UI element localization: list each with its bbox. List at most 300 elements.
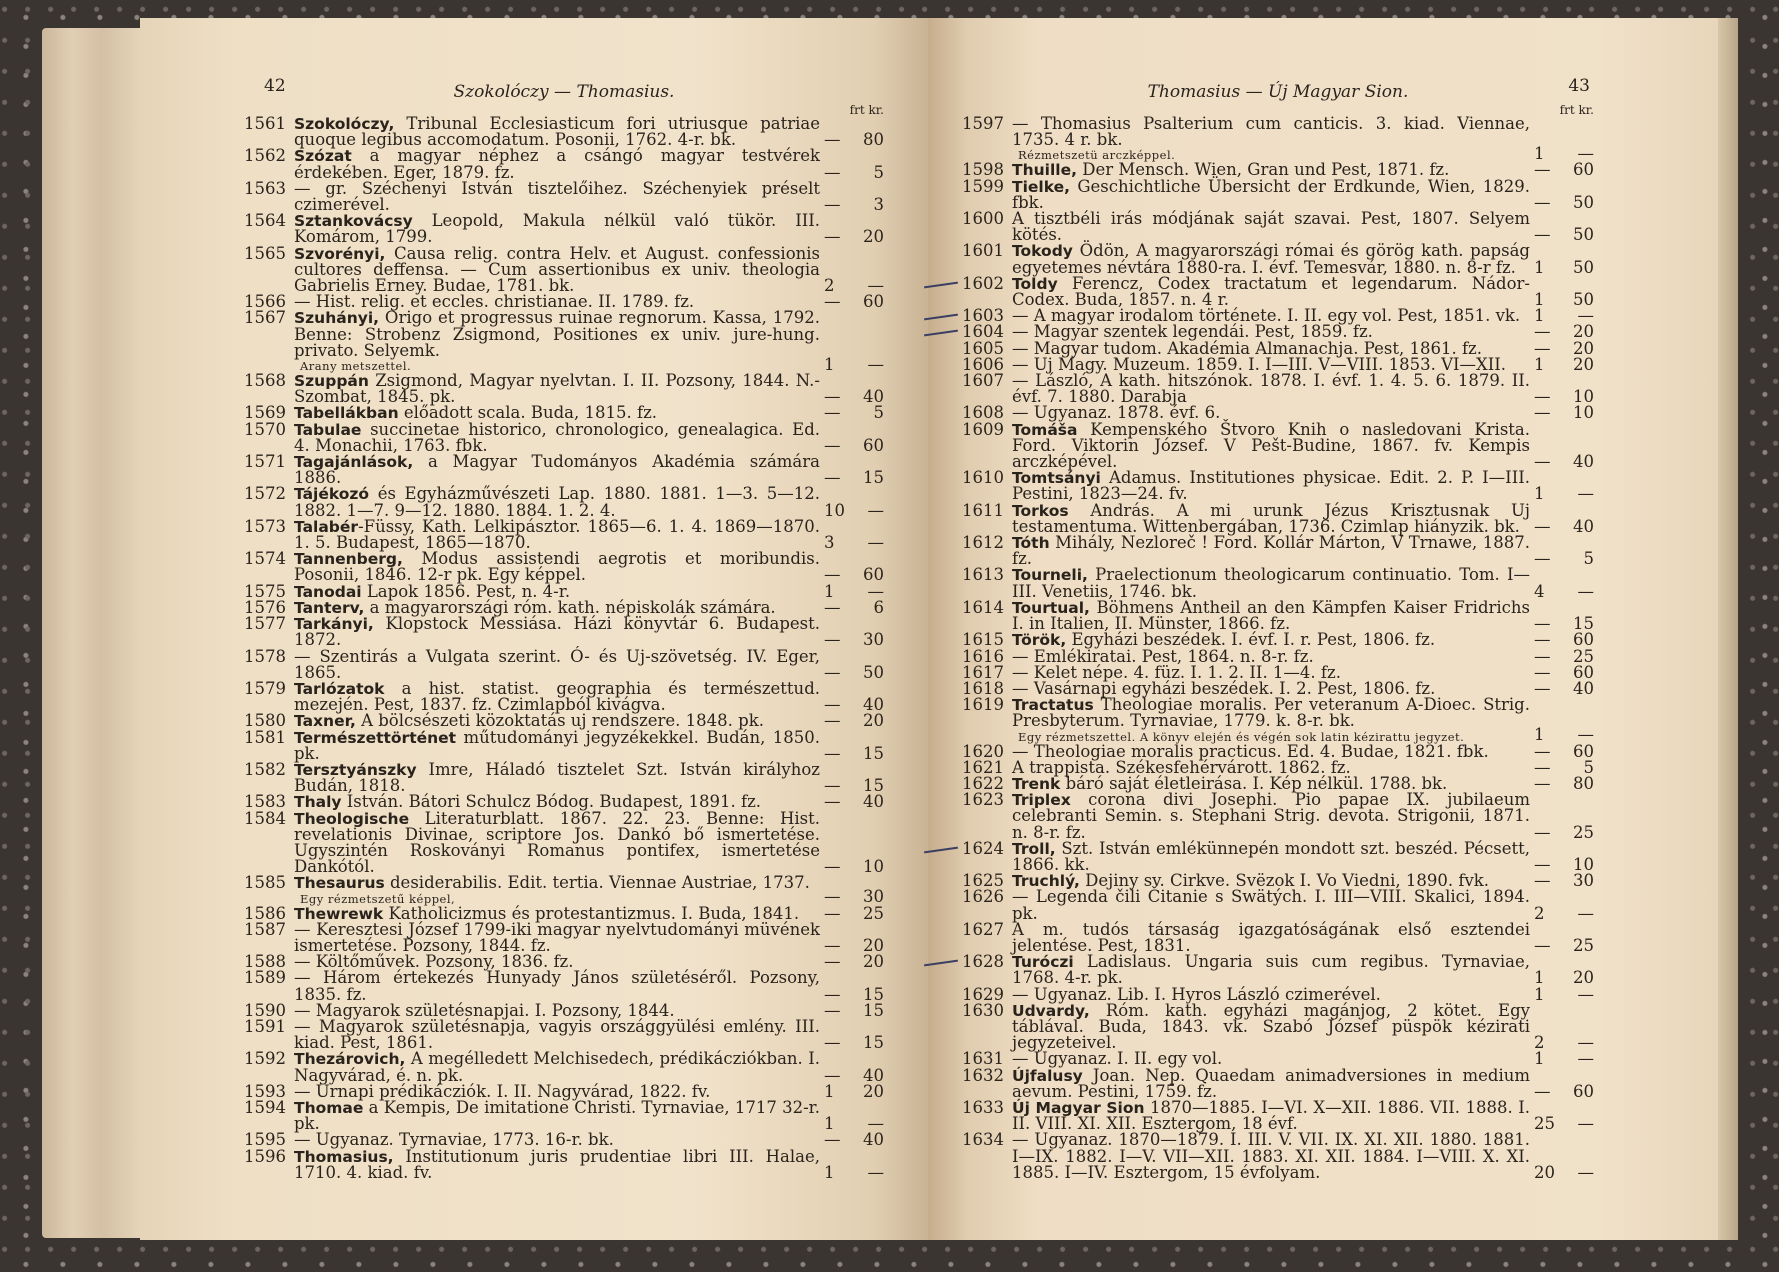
entry-description: A bölcsészeti közoktatás uj rendszere. 1848. pk. xyxy=(355,711,764,731)
price-kr: — xyxy=(1577,1114,1594,1134)
entry-description: Ferencz, Codex tractatum et legendarum. Nádor-Codex. Buda, 1857. n. 4 r. xyxy=(1012,273,1530,310)
entry-heading: Török, xyxy=(1012,631,1067,650)
entry-number: 1593 xyxy=(244,1081,286,1101)
entry-heading: Thaly xyxy=(294,793,342,812)
entry-text xyxy=(1012,792,1530,841)
catalog-entry xyxy=(244,970,884,1002)
right-page-column xyxy=(962,78,1594,1181)
entry-number: 1604 xyxy=(962,322,1004,342)
price-kr: 5 xyxy=(873,162,884,182)
entry-price xyxy=(824,794,884,810)
catalog-entry xyxy=(244,178,884,215)
entry-text xyxy=(294,243,820,296)
entry-text xyxy=(294,310,820,359)
entry-price xyxy=(1534,1051,1594,1067)
price-frt: 1 xyxy=(824,581,835,601)
entry-description: — A magyar irodalom története. I. II. egy vol. Pest, 1851. vk. xyxy=(1012,306,1521,326)
entry-description: Klopstock Messiása. Házi könyvtár 6. Budapest. 1872. xyxy=(294,614,820,650)
entry-description: a magyarországi róm. kath. népiskolák számára. xyxy=(364,597,776,617)
entry-price xyxy=(1534,405,1594,421)
catalog-entries xyxy=(962,116,1594,1181)
catalog-entry xyxy=(962,919,1594,955)
catalog-entry xyxy=(244,759,884,796)
entry-text xyxy=(1012,176,1530,212)
entry-price xyxy=(824,743,884,763)
entry-price xyxy=(1534,822,1594,842)
price-frt: 1 xyxy=(824,1081,835,1101)
price-kr: 60 xyxy=(1573,741,1594,761)
catalog-entry xyxy=(244,419,884,455)
catalog-entry xyxy=(962,792,1594,841)
entry-number: 1566 xyxy=(244,292,286,312)
entry-description: — László, A kath. hitszónok. 1878. I. évf. 1. 4. 5. 6. 1879. II. évf. 7. 1880. Darabja xyxy=(1012,371,1530,407)
price-kr: 3 xyxy=(873,195,884,215)
entry-price xyxy=(1534,678,1594,698)
entry-number: 1580 xyxy=(244,711,286,731)
price-kr: 20 xyxy=(1573,354,1594,374)
entry-description: Causa relig. contra Helv. et August. confessionis cultores deffensa. — Cum assertionibus ex univ. theologia Gabrielis Erney. Budae, 1781. bk. xyxy=(294,243,820,296)
entry-description: a hist. statist. geographia és természettud. mezején. Pest, 1837. fz. Czimlapból kivágva. xyxy=(294,678,820,715)
entry-description: előadott scala. Buda, 1815. fz. xyxy=(398,403,658,423)
price-frt: — xyxy=(1534,935,1551,955)
entry-text xyxy=(294,454,820,486)
price-frt: — xyxy=(1534,757,1551,777)
price-frt: — xyxy=(1534,452,1551,472)
entry-description: — Ugyanaz. 1870—1879. I. III. V. VII. IX. XI. XII. 1880. 1881. I—IX. 1882. I—V. VII—XII. 1883. XI. XII. 1884. I—VIII. X. XI. 1885. I—IV. Esztergom, 15 évfolyam. xyxy=(1012,1130,1530,1182)
entry-number: 1608 xyxy=(962,403,1004,423)
catalog-entry xyxy=(244,1146,884,1182)
price-frt: — xyxy=(824,435,841,455)
catalog-entry xyxy=(244,454,884,486)
entry-price xyxy=(1534,935,1594,955)
entry-heading: Tersztyánszky xyxy=(294,760,417,779)
price-frt: — xyxy=(1534,549,1551,569)
price-frt: 4 xyxy=(1534,581,1545,601)
price-frt: — xyxy=(824,292,841,312)
catalog-entry xyxy=(244,213,884,245)
right-page-edge xyxy=(1718,18,1738,1240)
price-kr: — xyxy=(867,1162,884,1182)
price-frt: — xyxy=(1534,741,1551,761)
catalog-entry xyxy=(962,1097,1594,1134)
entry-description: a Magyar Tudományos Akadémia számára 1886. xyxy=(294,452,820,488)
entry-text xyxy=(294,148,820,180)
price-frt: — xyxy=(824,630,841,650)
entry-number: 1599 xyxy=(962,176,1004,196)
entry-price xyxy=(824,859,884,875)
entry-number: 1575 xyxy=(244,581,286,601)
catalog-entry xyxy=(244,1097,884,1134)
entry-heading: Új Magyar Sion xyxy=(1012,1098,1145,1117)
price-frt: — xyxy=(824,1065,841,1085)
entry-price xyxy=(1534,903,1594,923)
price-kr: 60 xyxy=(1573,160,1594,180)
price-kr: 40 xyxy=(863,387,884,407)
entry-description: — Ugyanaz. Tyrnaviae, 1773. 16-r. bk. xyxy=(294,1130,614,1150)
price-kr: 60 xyxy=(1573,662,1594,682)
entry-number: 1583 xyxy=(244,792,286,812)
price-frt: — xyxy=(1534,773,1551,793)
catalog-entries xyxy=(244,116,884,1181)
entry-description: Praelectionum theologicarum continuatio. Tom. I—III. Venetiis, 1746. bk. xyxy=(1012,565,1530,601)
price-frt: 10 xyxy=(824,500,845,520)
entry-description: — Három értekezés Hunyady János születéséről. Pozsony, 1835. fz. xyxy=(294,968,820,1004)
entry-text xyxy=(1012,243,1530,275)
price-kr: — xyxy=(867,1114,884,1134)
price-frt: 2 xyxy=(824,276,835,296)
price-frt: 1 xyxy=(1534,484,1545,504)
price-kr: 25 xyxy=(1573,646,1594,666)
catalog-entry xyxy=(244,646,884,682)
price-frt: — xyxy=(824,130,841,150)
entry-text xyxy=(1012,954,1530,986)
entry-heading: Tielke, xyxy=(1012,177,1071,196)
entry-price xyxy=(824,197,884,213)
price-frt: — xyxy=(824,1033,841,1053)
entry-price xyxy=(824,500,884,520)
entry-number: 1634 xyxy=(962,1130,1004,1150)
entry-description: — Magyar tudom. Akadémia Almanachja. Pest, 1861. fz. xyxy=(1012,338,1482,358)
price-kr: — xyxy=(1577,1049,1594,1069)
catalog-entry xyxy=(244,727,884,763)
entry-price xyxy=(824,1132,884,1148)
entry-heading: Triplex xyxy=(1012,791,1071,810)
price-kr: 25 xyxy=(1573,935,1594,955)
entry-number: 1564 xyxy=(244,211,286,231)
entry-text xyxy=(1012,838,1530,874)
entry-price xyxy=(824,470,884,486)
price-frt: — xyxy=(1534,160,1551,180)
entry-heading: Tagajánlások, xyxy=(294,453,414,472)
entry-price xyxy=(1534,551,1594,567)
price-kr: — xyxy=(867,500,884,520)
price-kr: 15 xyxy=(1573,614,1594,634)
entry-note: Rézmetszetü arczképpel. xyxy=(1018,148,1176,163)
entry-number: 1603 xyxy=(962,306,1004,326)
entry-number: 1567 xyxy=(244,308,286,328)
entry-text xyxy=(294,808,820,877)
entry-description: — Ugyanaz. I. II. egy vol. xyxy=(1012,1049,1223,1069)
page-edges xyxy=(42,28,142,1238)
page-number: 42 xyxy=(264,76,286,96)
entry-heading: Trenk xyxy=(1012,774,1061,793)
entry-description: a Kempis, De imitatione Christi. Tyrnaviae, 1717 32-r. pk. xyxy=(294,1097,820,1134)
entry-number: 1631 xyxy=(962,1049,1004,1069)
entry-description: Geschichtliche Übersicht der Erdkunde, Wien, 1829. fbk. xyxy=(1012,176,1530,212)
entry-text xyxy=(294,616,820,648)
catalog-entry xyxy=(244,373,884,405)
entry-description: 1870—1885. I—VI. X—XII. 1886. VII. 1888. I. II. VIII. XI. XII. Esztergom, 18 évf. xyxy=(1012,1097,1530,1134)
entry-description: — Keresztesi József 1799-iki magyar nyelvtudományi müvének ismertetése. Pozsony, 1844. fz. xyxy=(294,919,820,955)
price-frt: 2 xyxy=(1534,903,1545,923)
entry-text xyxy=(294,646,820,682)
entry-heading: Troll, xyxy=(1012,839,1056,858)
entry-description: Mihály, Nezloreč ! Ford. Kollár Márton, V Trnawe, 1887. fz. xyxy=(1012,533,1530,569)
entry-price xyxy=(824,229,884,245)
entry-number: 1618 xyxy=(962,678,1004,698)
entry-description: István. Bátori Schulcz Bódog. Budapest, 1891. fz. xyxy=(341,792,762,812)
entry-price xyxy=(824,1081,884,1101)
price-frt: — xyxy=(824,952,841,972)
entry-number: 1590 xyxy=(244,1000,286,1020)
entry-heading: Szuppán xyxy=(294,372,369,391)
entry-number: 1617 xyxy=(962,662,1004,682)
entry-price xyxy=(1534,354,1594,374)
price-kr: 40 xyxy=(863,1130,884,1150)
catalog-entry xyxy=(244,310,884,373)
catalog-entry xyxy=(244,516,884,553)
entry-text xyxy=(294,875,820,891)
entry-description: — Uj Magy. Muzeum. 1859. I. I—III. V—VIII. 1853. VI—XII. xyxy=(1012,354,1507,374)
price-kr: — xyxy=(867,533,884,553)
entry-heading: Thesaurus xyxy=(294,874,385,893)
entry-text xyxy=(294,1146,820,1182)
entry-text xyxy=(294,373,820,405)
price-kr: 40 xyxy=(1573,678,1594,698)
entry-text xyxy=(1012,500,1530,536)
entry-description: Institutionum juris prudentiae libri III. Halae, 1710. 4. kiad. fv. xyxy=(294,1146,820,1182)
price-frt: — xyxy=(1534,614,1551,634)
price-kr: 40 xyxy=(863,792,884,812)
entry-text xyxy=(1012,211,1530,243)
entry-heading: Torkos xyxy=(1012,501,1069,520)
entry-heading: Tanodai xyxy=(294,582,362,601)
entry-description: Adamus. Institutiones physicae. Edit. 2. P. I—III. Pestini, 1823—24. fv. xyxy=(1012,468,1530,504)
entry-text xyxy=(294,759,820,796)
entry-price xyxy=(1534,192,1594,212)
entry-description: Kempenského Štvoro Knih o nasledovani Krista. Ford. Viktorin József. V Pešt-Budine, 1867. fv. Kempis arczképével. xyxy=(1012,419,1530,472)
entry-description: — Ugyanaz. Lib. I. Hyros László czimerével. xyxy=(1012,984,1381,1004)
price-kr: 15 xyxy=(863,1000,884,1020)
entry-price xyxy=(1534,486,1594,502)
price-kr: 20 xyxy=(1573,338,1594,358)
entry-description: — Emlékiratai. Pest, 1864. n. 8-r. fz. xyxy=(1012,646,1314,666)
entry-price xyxy=(1534,227,1594,243)
price-kr: — xyxy=(1577,306,1594,326)
price-frt: — xyxy=(824,387,841,407)
entry-number: 1585 xyxy=(244,873,286,893)
entry-number: 1607 xyxy=(962,371,1004,391)
entry-text xyxy=(294,516,820,553)
entry-heading: Talabér xyxy=(294,517,359,536)
entry-description: — gr. Széchenyi István tisztelőihez. Széchenyiek préselt czimerével. xyxy=(294,178,820,215)
entry-number: 1629 xyxy=(962,984,1004,1004)
price-kr: 5 xyxy=(1583,549,1594,569)
price-kr: — xyxy=(1577,903,1594,923)
price-frt: 20 xyxy=(1534,1162,1555,1182)
price-kr: 10 xyxy=(863,857,884,877)
entry-number: 1601 xyxy=(962,241,1004,261)
entry-note: Egy rézmetszetű képpel, xyxy=(300,891,456,906)
entry-price xyxy=(1534,162,1594,178)
catalog-entry xyxy=(244,116,884,148)
entry-price xyxy=(1534,773,1594,793)
entry-price xyxy=(824,1035,884,1051)
price-units-header: frt kr. xyxy=(1559,103,1594,117)
entry-description: és Egyházművészeti Lap. 1880. 1881. 1—3. 5—12. 1882. 1—7. 9—12. 1880. 1884. 1. 2. 4. xyxy=(294,484,820,520)
entry-text xyxy=(1012,919,1530,955)
price-kr: 40 xyxy=(863,695,884,715)
entry-text xyxy=(294,486,820,518)
entry-number: 1570 xyxy=(244,419,286,439)
entry-number: 1586 xyxy=(244,903,286,923)
entry-description: corona divi Josephi. Pio papae IX. jubilaeum celebranti Semin. s. Stephani Strig. devota. Strigonii, 1871. n. 8-r. fz. xyxy=(1012,790,1530,842)
price-kr: 20 xyxy=(863,711,884,731)
price-frt: 1 xyxy=(1534,984,1545,1004)
entry-note: Arany metszettel. xyxy=(300,359,412,374)
price-kr: 10 xyxy=(1573,854,1594,874)
price-frt: 1 xyxy=(824,1114,835,1134)
price-kr: 25 xyxy=(1573,822,1594,842)
entry-heading: Tabellákban xyxy=(294,404,399,423)
catalog-entry xyxy=(244,551,884,583)
price-kr: — xyxy=(1577,144,1594,164)
entry-price xyxy=(824,294,884,310)
price-frt: — xyxy=(824,195,841,215)
entry-description: András. A mi urunk Jézus Krisztusnak Uj testamentuma. Wittenbergában, 1736. Czimlap hiányzik. bk. xyxy=(1012,500,1530,536)
entry-number: 1621 xyxy=(962,757,1004,777)
entry-heading: Tractatus xyxy=(1012,696,1094,715)
entry-text xyxy=(1012,889,1530,921)
entry-description: Ladislaus. Ungaria suis cum regibus. Tyrnaviae, 1768. 4-r. pk. xyxy=(1012,952,1530,988)
price-frt: — xyxy=(1534,678,1551,698)
price-frt: — xyxy=(1534,646,1551,666)
price-kr: 60 xyxy=(1573,630,1594,650)
entry-heading: Tarkányi, xyxy=(294,615,374,634)
entry-number: 1605 xyxy=(962,338,1004,358)
right-page-header xyxy=(962,78,1594,104)
entry-number: 1626 xyxy=(962,887,1004,907)
price-frt: — xyxy=(1534,192,1551,212)
entry-description: A m. tudós társaság igazgatóságának első esztendei jelentése. Pest, 1831. xyxy=(1012,919,1530,955)
price-kr: — xyxy=(1577,484,1594,504)
entry-text xyxy=(1012,273,1530,310)
entry-text xyxy=(294,178,820,215)
catalog-entry xyxy=(962,243,1594,275)
entry-heading: Thewrewk xyxy=(294,904,384,923)
entry-number: 1588 xyxy=(244,952,286,972)
entry-number: 1573 xyxy=(244,516,286,536)
entry-price xyxy=(1534,1081,1594,1101)
entry-number: 1568 xyxy=(244,371,286,391)
entry-number: 1561 xyxy=(244,114,286,133)
entry-description: — Költőművek. Pozsony, 1836. fz. xyxy=(294,952,574,972)
price-frt: — xyxy=(1534,322,1551,342)
entry-number: 1633 xyxy=(962,1097,1004,1117)
entry-description: Leopold, Makula nélkül való tükör. III. Komárom, 1799. xyxy=(294,211,820,247)
catalog-entry xyxy=(962,211,1594,243)
entry-number: 1595 xyxy=(244,1130,286,1150)
price-frt: — xyxy=(824,743,841,763)
entry-description: — Urnapi prédikácziók. I. II. Nagyvárad, 1822. fv. xyxy=(294,1081,711,1101)
entry-description: Modus assistendi aegrotis et moribundis. Posonii, 1846. 12-r pk. Egy képpel. xyxy=(294,549,820,585)
price-kr: 20 xyxy=(863,935,884,955)
entry-number: 1614 xyxy=(962,597,1004,617)
entry-description: A megélledett Melchisedech, prédikácziókban. I. Nagyvárad, é. n. pk. xyxy=(294,1049,820,1085)
entry-text xyxy=(1012,535,1530,567)
entry-number: 1584 xyxy=(244,808,286,828)
price-kr: 6 xyxy=(873,597,884,617)
entry-number: 1623 xyxy=(962,790,1004,810)
price-frt: — xyxy=(824,227,841,247)
price-kr: 20 xyxy=(863,952,884,972)
price-frt: — xyxy=(1534,225,1551,245)
entry-number: 1610 xyxy=(962,468,1004,488)
catalog-entry xyxy=(962,470,1594,502)
price-frt: 25 xyxy=(1534,1114,1555,1134)
price-frt: 3 xyxy=(824,533,835,553)
catalog-entry xyxy=(244,148,884,180)
entry-description: Literaturblatt. 1867. 22. 23. Benne: Hist. revelationis Divinae, scriptore Jos. Dankó bő ismertetése. Ugyszintén Roskoványi Romanus pontifex, ismertetése Dankótól. xyxy=(294,808,820,877)
entry-text xyxy=(294,419,820,455)
entry-heading: Szvorényi, xyxy=(294,244,386,263)
entry-description: -Füssy, Kath. Lelkipásztor. 1865—6. 1. 4. 1869—1870. 1. 5. Budapest, 1865—1870. xyxy=(294,516,820,553)
price-frt: 1 xyxy=(1534,968,1545,988)
entry-number: 1606 xyxy=(962,354,1004,374)
entry-description: Ödön, A magyarországi római és görög kath. papság egyetemes névtára 1880-ra. I. évf. Temesvár, 1880. n. 8-r fz. xyxy=(1012,241,1530,277)
price-kr: 50 xyxy=(1573,192,1594,212)
catalog-entry xyxy=(244,808,884,877)
catalog-entry xyxy=(244,678,884,715)
price-kr: — xyxy=(1577,984,1594,1004)
entry-price xyxy=(1534,516,1594,536)
entry-price xyxy=(824,1162,884,1182)
price-frt: — xyxy=(1534,630,1551,650)
price-frt: — xyxy=(824,597,841,617)
price-frt: — xyxy=(1534,338,1551,358)
entry-number: 1628 xyxy=(962,952,1004,972)
entry-description: — Hist. relig. et eccles. christianae. II. 1789. fz. xyxy=(294,292,695,312)
entry-heading: Tájékozó xyxy=(294,485,370,504)
entry-description: desiderabilis. Edit. tertia. Viennae Austriae, 1737. xyxy=(384,873,810,893)
price-kr: — xyxy=(1577,581,1594,601)
entry-description: succinetae historico, chronologico, genealagica. Ed. 4. Monachii, 1763. fbk. xyxy=(294,419,820,455)
price-frt: 1 xyxy=(824,1162,835,1182)
entry-description: — Legenda čili Čitanie s Swätých. I. III—VIII. Skalici, 1894. pk. xyxy=(1012,887,1530,923)
entry-number: 1600 xyxy=(962,209,1004,229)
catalog-entry xyxy=(962,597,1594,634)
entry-description: — Ugyanaz. 1878. évf. 6. xyxy=(1012,403,1221,423)
catalog-entry xyxy=(962,838,1594,874)
price-frt: — xyxy=(824,565,841,585)
price-frt: — xyxy=(1534,854,1551,874)
entry-price xyxy=(1534,257,1594,277)
catalog-entry xyxy=(962,373,1594,405)
entry-heading: Theologische xyxy=(294,809,410,828)
entry-heading: Tóth xyxy=(1012,534,1050,553)
price-kr: 50 xyxy=(1573,225,1594,245)
entry-number: 1578 xyxy=(244,646,286,666)
entry-price xyxy=(824,954,884,970)
entry-number: 1563 xyxy=(244,178,286,198)
price-kr: 50 xyxy=(1573,257,1594,277)
entry-text xyxy=(1012,373,1530,405)
price-frt: — xyxy=(1534,871,1551,891)
price-kr: 20 xyxy=(1573,968,1594,988)
entry-heading: Udvardy, xyxy=(1012,1001,1090,1020)
entry-price xyxy=(1534,984,1594,1004)
entry-description: — Kelet népe. 4. füz. I. 1. 2. II. 1—4. fz. xyxy=(1012,662,1341,682)
price-frt: — xyxy=(824,1130,841,1150)
price-frt: 1 xyxy=(824,354,835,374)
entry-number: 1597 xyxy=(962,114,1004,133)
entry-number: 1579 xyxy=(244,678,286,698)
entry-description: Lapok 1856. Pest, n. 4-r. xyxy=(361,581,571,601)
entry-number: 1598 xyxy=(962,160,1004,180)
left-page-column xyxy=(244,78,884,1181)
entry-price xyxy=(1534,454,1594,470)
entry-text xyxy=(294,970,820,1002)
